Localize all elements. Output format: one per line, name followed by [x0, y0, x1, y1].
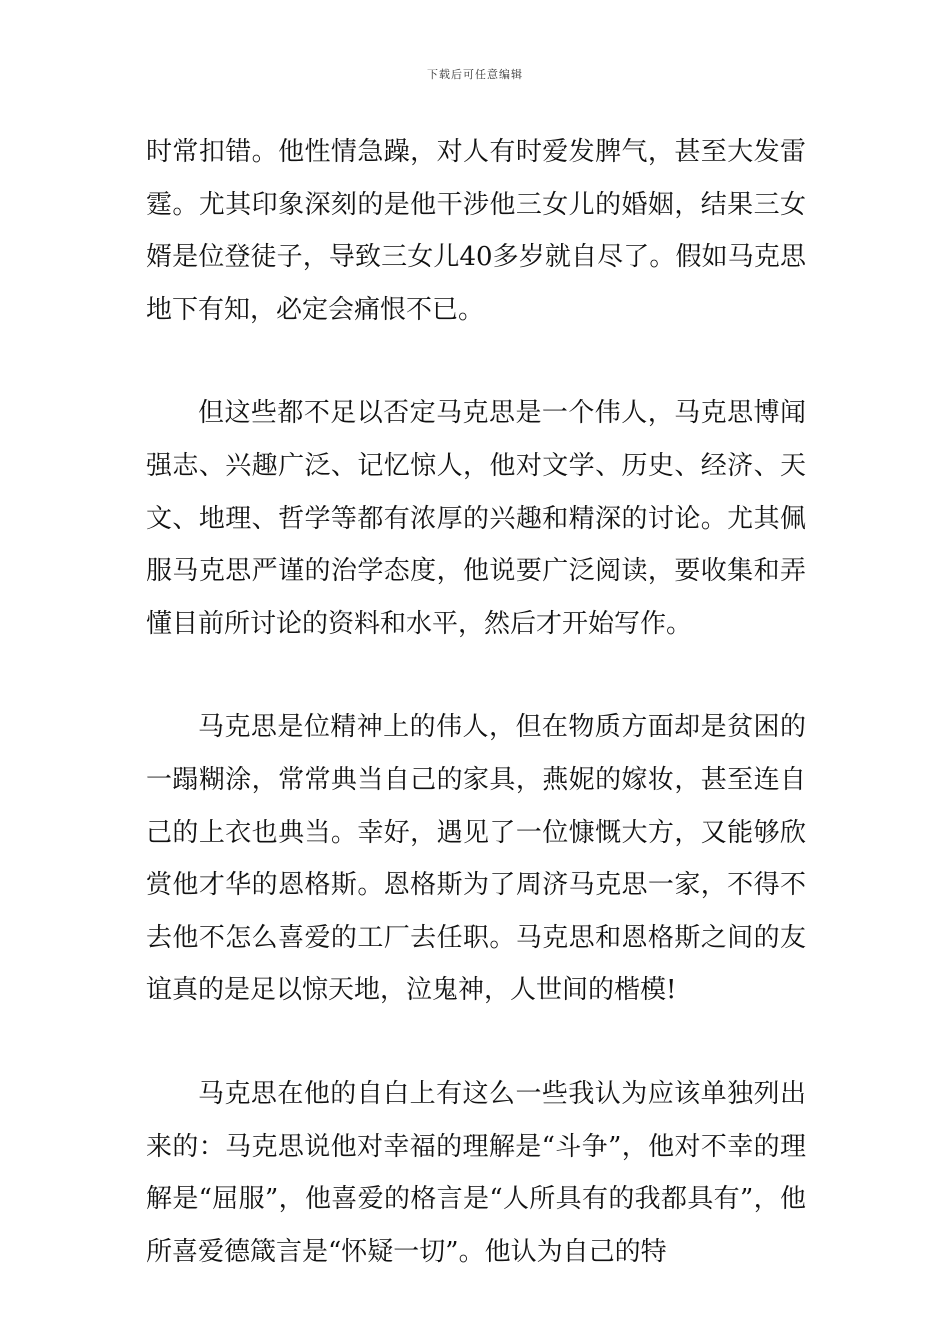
document-body: [146, 126, 806, 1329]
paragraph-1: 时常扣错。他性情急躁，对人有时爱发脾气，甚至大发雷霆。尤其印象深刻的是他干涉他三女儿的婚姻，结果三女婿是位登徒子，导致三女儿40多岁就自尽了。假如马克思地下有知，必定会痛恨不已。: [146, 137, 806, 325]
header-note: 下载后可任意编辑: [427, 68, 523, 81]
paragraph-3: 马克思是位精神上的伟人，但在物质方面却是贫困的一蹋糊涂，常常典当自己的家具，燕妮的嫁妆，甚至连自己的上衣也典当。幸好，遇见了一位慷慨大方，又能够欣赏他才华的恩格斯。恩格斯为了周济马克思一家，不得不去他不怎么喜爱的工厂去任职。马克思和恩格斯之间的友谊真的是足以惊天地，泣鬼神，人世间的楷模!: [146, 712, 806, 1006]
paragraph-2: 但这些都不足以否定马克思是一个伟人，马克思博闻强志、兴趣广泛、记忆惊人，他对文学、历史、经济、天文、地理、哲学等都有浓厚的兴趣和精深的讨论。尤其佩服马克思严谨的治学态度，他说要广泛阅读，要收集和弄懂目前所讨论的资料和水平，然后才开始写作。: [146, 398, 806, 639]
paragraph-4: 马克思在他的自白上有这么一些我认为应该单独列出来的：马克思说他对幸福的理解是“斗争”，他对不幸的理解是“屈服”，他喜爱的格言是“人所具有的我都具有”，他所喜爱德箴言是“怀疑一切”。他认为自己的特: [146, 1078, 806, 1267]
